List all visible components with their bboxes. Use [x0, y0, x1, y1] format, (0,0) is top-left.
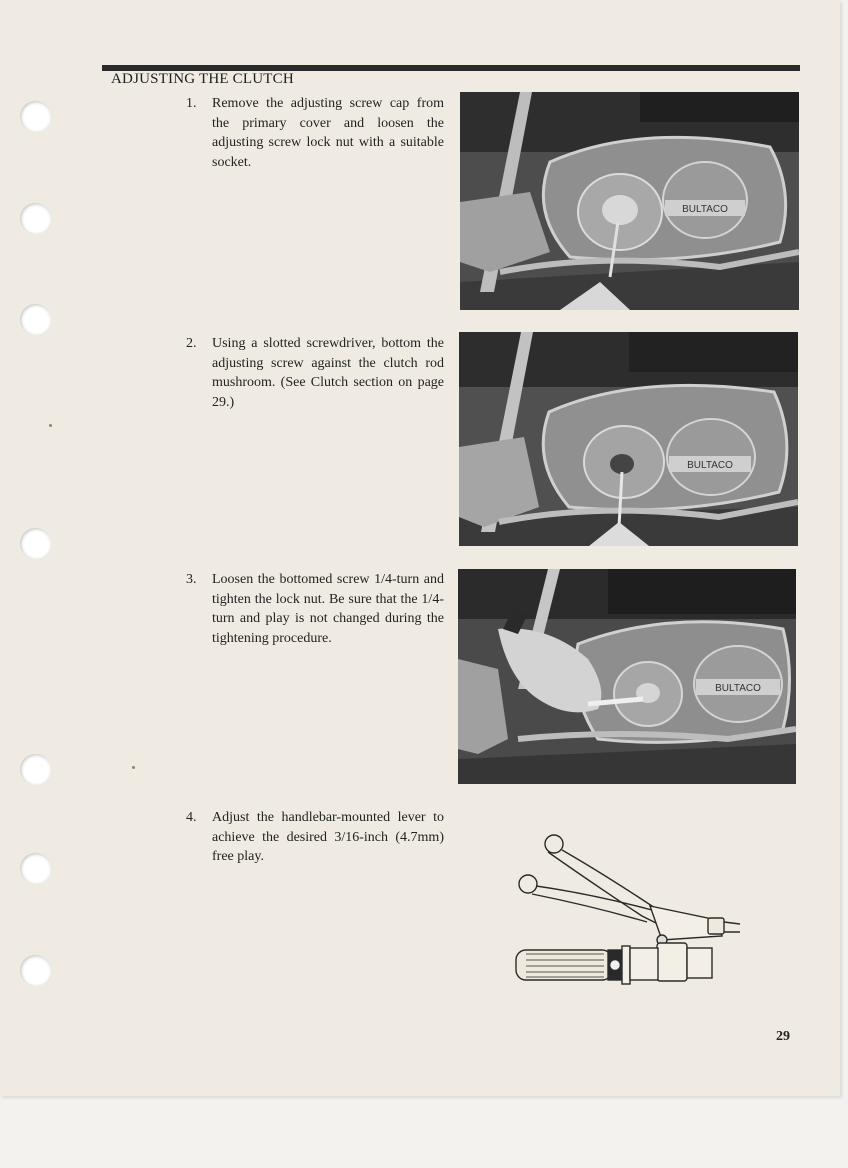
- cover-badge: BULTACO: [715, 683, 761, 694]
- step-text: Adjust the handlebar-mounted lever to achieve the desired 3/16-inch (4.7mm) free play.: [212, 810, 444, 864]
- page-number: 29: [776, 1029, 790, 1044]
- section-title: ADJUSTING THE CLUTCH: [111, 71, 294, 87]
- step-number: 1.: [186, 96, 197, 111]
- binder-hole: [20, 853, 51, 884]
- binder-hole: [20, 528, 51, 559]
- cover-badge: BULTACO: [687, 460, 733, 471]
- step-text: Loosen the bottomed screw 1/4-turn and tighten the lock nut. Be sure that the 1/4-turn and play is not changed during the tightening procedure.: [212, 572, 444, 646]
- step-text: Remove the adjusting screw cap from the primary cover and loosen the adjusting screw lock nut with a suitable socket.: [212, 96, 444, 170]
- paper-speck: [132, 766, 135, 769]
- step-text: Using a slotted screwdriver, bottom the adjusting screw against the clutch rod mushroom. (See Clutch section on page 29.): [212, 336, 444, 410]
- binder-hole: [20, 754, 51, 785]
- photo-tighten-locknut: [458, 569, 796, 784]
- binder-hole: [20, 304, 51, 335]
- step-number: 4.: [186, 810, 197, 825]
- step-number: 2.: [186, 336, 197, 351]
- lever-illustration: [512, 828, 744, 988]
- photo-remove-cap: [460, 92, 799, 310]
- binder-hole: [20, 101, 51, 132]
- photo-bottom-screw: [459, 332, 798, 546]
- step-number: 3.: [186, 572, 197, 587]
- binder-hole: [20, 203, 51, 234]
- paper-speck: [49, 424, 52, 427]
- binder-hole: [20, 955, 51, 986]
- cover-badge: BULTACO: [682, 204, 728, 215]
